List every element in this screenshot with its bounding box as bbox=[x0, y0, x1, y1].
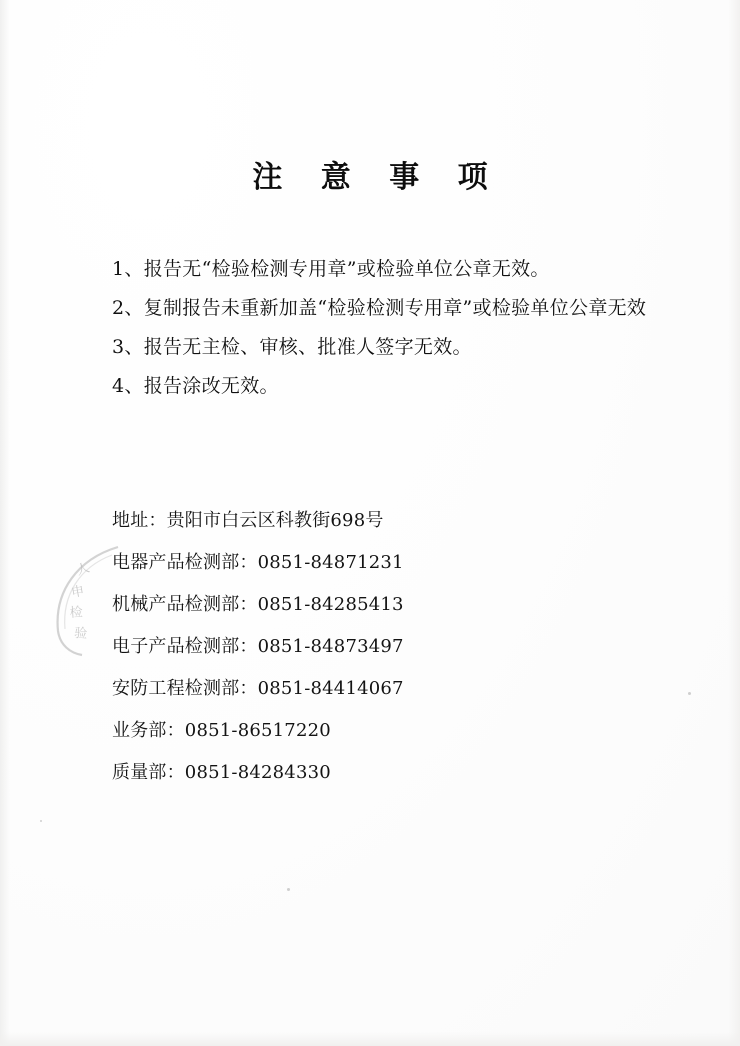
contact-electronics-dept: 电子产品检测部：0851-84873497 bbox=[112, 636, 404, 657]
scan-edge-bottom bbox=[0, 1032, 740, 1046]
page-title: 注 意 事 项 bbox=[252, 160, 502, 195]
notice-item: 3、报告无主检、审核、批准人签字无效。 bbox=[112, 336, 472, 358]
contact-block bbox=[112, 500, 632, 794]
svg-text:检: 检 bbox=[69, 605, 84, 621]
contact-electrical-dept: 电器产品检测部：0851-84871231 bbox=[112, 552, 404, 573]
contact-mechanical-dept: 机械产品检测部：0851-84285413 bbox=[112, 594, 404, 615]
scan-speck bbox=[40, 820, 42, 822]
contact-address: 地址：贵阳市白云区科教街698号 bbox=[112, 510, 384, 531]
svg-text:验: 验 bbox=[73, 626, 88, 642]
seal-stamp-icon bbox=[48, 545, 122, 657]
notice-list bbox=[112, 250, 672, 406]
notice-item: 2、复制报告未重新加盖“检验检测专用章”或检验单位公章无效 bbox=[112, 297, 647, 319]
contact-quality-dept: 质量部：0851-84284330 bbox=[112, 762, 331, 783]
notice-item: 1、报告无“检验检测专用章”或检验单位公章无效。 bbox=[112, 258, 550, 280]
svg-text:人: 人 bbox=[74, 560, 92, 579]
scan-speck bbox=[287, 888, 290, 891]
scan-speck bbox=[688, 692, 691, 695]
svg-text:申: 申 bbox=[70, 583, 86, 601]
contact-business-dept: 业务部：0851-86517220 bbox=[112, 720, 331, 741]
notice-item: 4、报告涂改无效。 bbox=[112, 375, 279, 397]
contact-security-engineering-dept: 安防工程检测部：0851-84414067 bbox=[112, 678, 404, 699]
